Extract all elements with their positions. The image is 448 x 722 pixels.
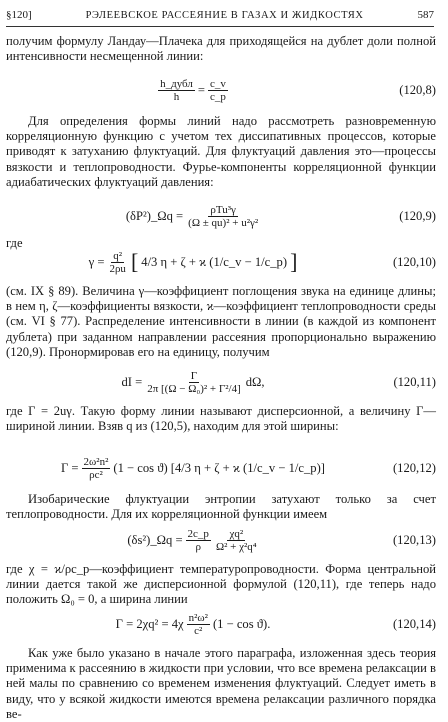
equation-120-9: (δP²)_Ωq = $\frac{\text{ρTu³γ}}{\text{(Ω ± qu)² + u²γ²}}$ (120,9) [125, 203, 436, 229]
paragraph-3: (см. IX § 89). Величина γ—коэффициент поглощения звука на единице длины; в нем η, ζ—коэффициенты вязкости, ϰ—коэффициент теплопроводности среды (см. VI § 77). Распределение интенсивности в линии (в каждой из компонент дублета) при заданном направлении рассеяния пропорционально выражению (120,9). Пронормировав его на единицу, получим [6, 284, 436, 359]
paragraph-4: где Γ = 2uγ. Такую форму линии называют дисперсионной, а величину Γ—шириной линии. Взяв q из (120,5), находим для этой ширины: [6, 404, 436, 434]
page-number: 587 [417, 9, 434, 21]
equation-number: (120,13) [392, 532, 436, 547]
chapter-title: РЭЛЕЕВСКОЕ РАССЕЯНИЕ В ГАЗАХ И ЖИДКОСТЯХ [85, 9, 364, 21]
equation-120-14: Γ = 2χq² = 4χ $\frac{\text{n²ω²}}{\text{c²}}$ (1 − cos ϑ). (120,14) [115, 611, 436, 637]
equation-120-10: γ = $\frac{\text{q²}}{2\rho u}$ [ 4/3 η + ζ + ϰ (1/c_v − 1/c_p) ] (120,10) [88, 249, 436, 275]
equation-number: (120,9) [399, 208, 436, 223]
section-ref: §120] [6, 9, 32, 21]
paragraph-6: где χ = ϰ/ρc_p—коэффициент температуропроводности. Форма центральной линии дается такой же дисперсионной формулой (120,11), где теперь надо положить Ω₀ = 0, а ширина линии [6, 562, 436, 607]
equation-number: (120,8) [399, 82, 436, 97]
equation-number: (120,11) [393, 374, 436, 389]
paragraph-7: Как уже было указано в начале этого параграфа, изложенная здесь теория применима к рассеянию в жидкости при условии, что все времена релаксации в ней малы по сравнению со временем изменения флуктуаций. Следует иметь в виду, что у всякой жидкости имеются времена релаксации различного порядка ве- [6, 646, 436, 721]
equation-120-13: (δs²)_Ωq = $\frac{2c\_p}{\rho}$ $\frac{\text{χq²}}{\text{Ω² + χ²q⁴}}$ (120,13) [127, 527, 436, 553]
equation-number: (120,14) [392, 616, 436, 631]
running-header [6, 6, 434, 27]
equation-120-11: dI = $\frac{\Gamma}{\text{2π [(Ω − Ω₀)² + Γ²/4]}}$ dΩ, (120,11) [121, 369, 436, 395]
equation-120-8: $\frac{\text{h\_дубл}}{h}$ = $\frac{c\_v}{c\_p}$ (120,8) [160, 77, 436, 103]
paragraph-5: Изобарические флуктуации энтропии затухают только за счет теплопроводности. Для их корреляционной функции имеем [6, 492, 436, 522]
paragraph-1: получим формулу Ландау—Плачека для приходящейся на дублет доли полной интенсивности несмещенной линии: [6, 34, 436, 64]
equation-number: (120,10) [392, 254, 436, 269]
equation-number: (120,12) [392, 460, 436, 475]
paragraph-2: Для определения формы линий надо рассмотреть разновременную корреляционную функцию с учетом тех диссипативных процессов, которые приводят к затуханию флуктуаций. Для флуктуаций давления это—процессы вязкости и теплопроводности. Фурье-компоненты корреляционной функции адиабатических флуктуаций давления: [6, 114, 436, 189]
paragraph-where: где [6, 236, 23, 250]
equation-120-12: Γ = $\frac{\text{2ω²n²}}{\text{ρc²}}$ (1 − cos ϑ) [4/3 η + ζ + ϰ (1/c_v − 1/c_p)] (120,12) [61, 455, 436, 481]
